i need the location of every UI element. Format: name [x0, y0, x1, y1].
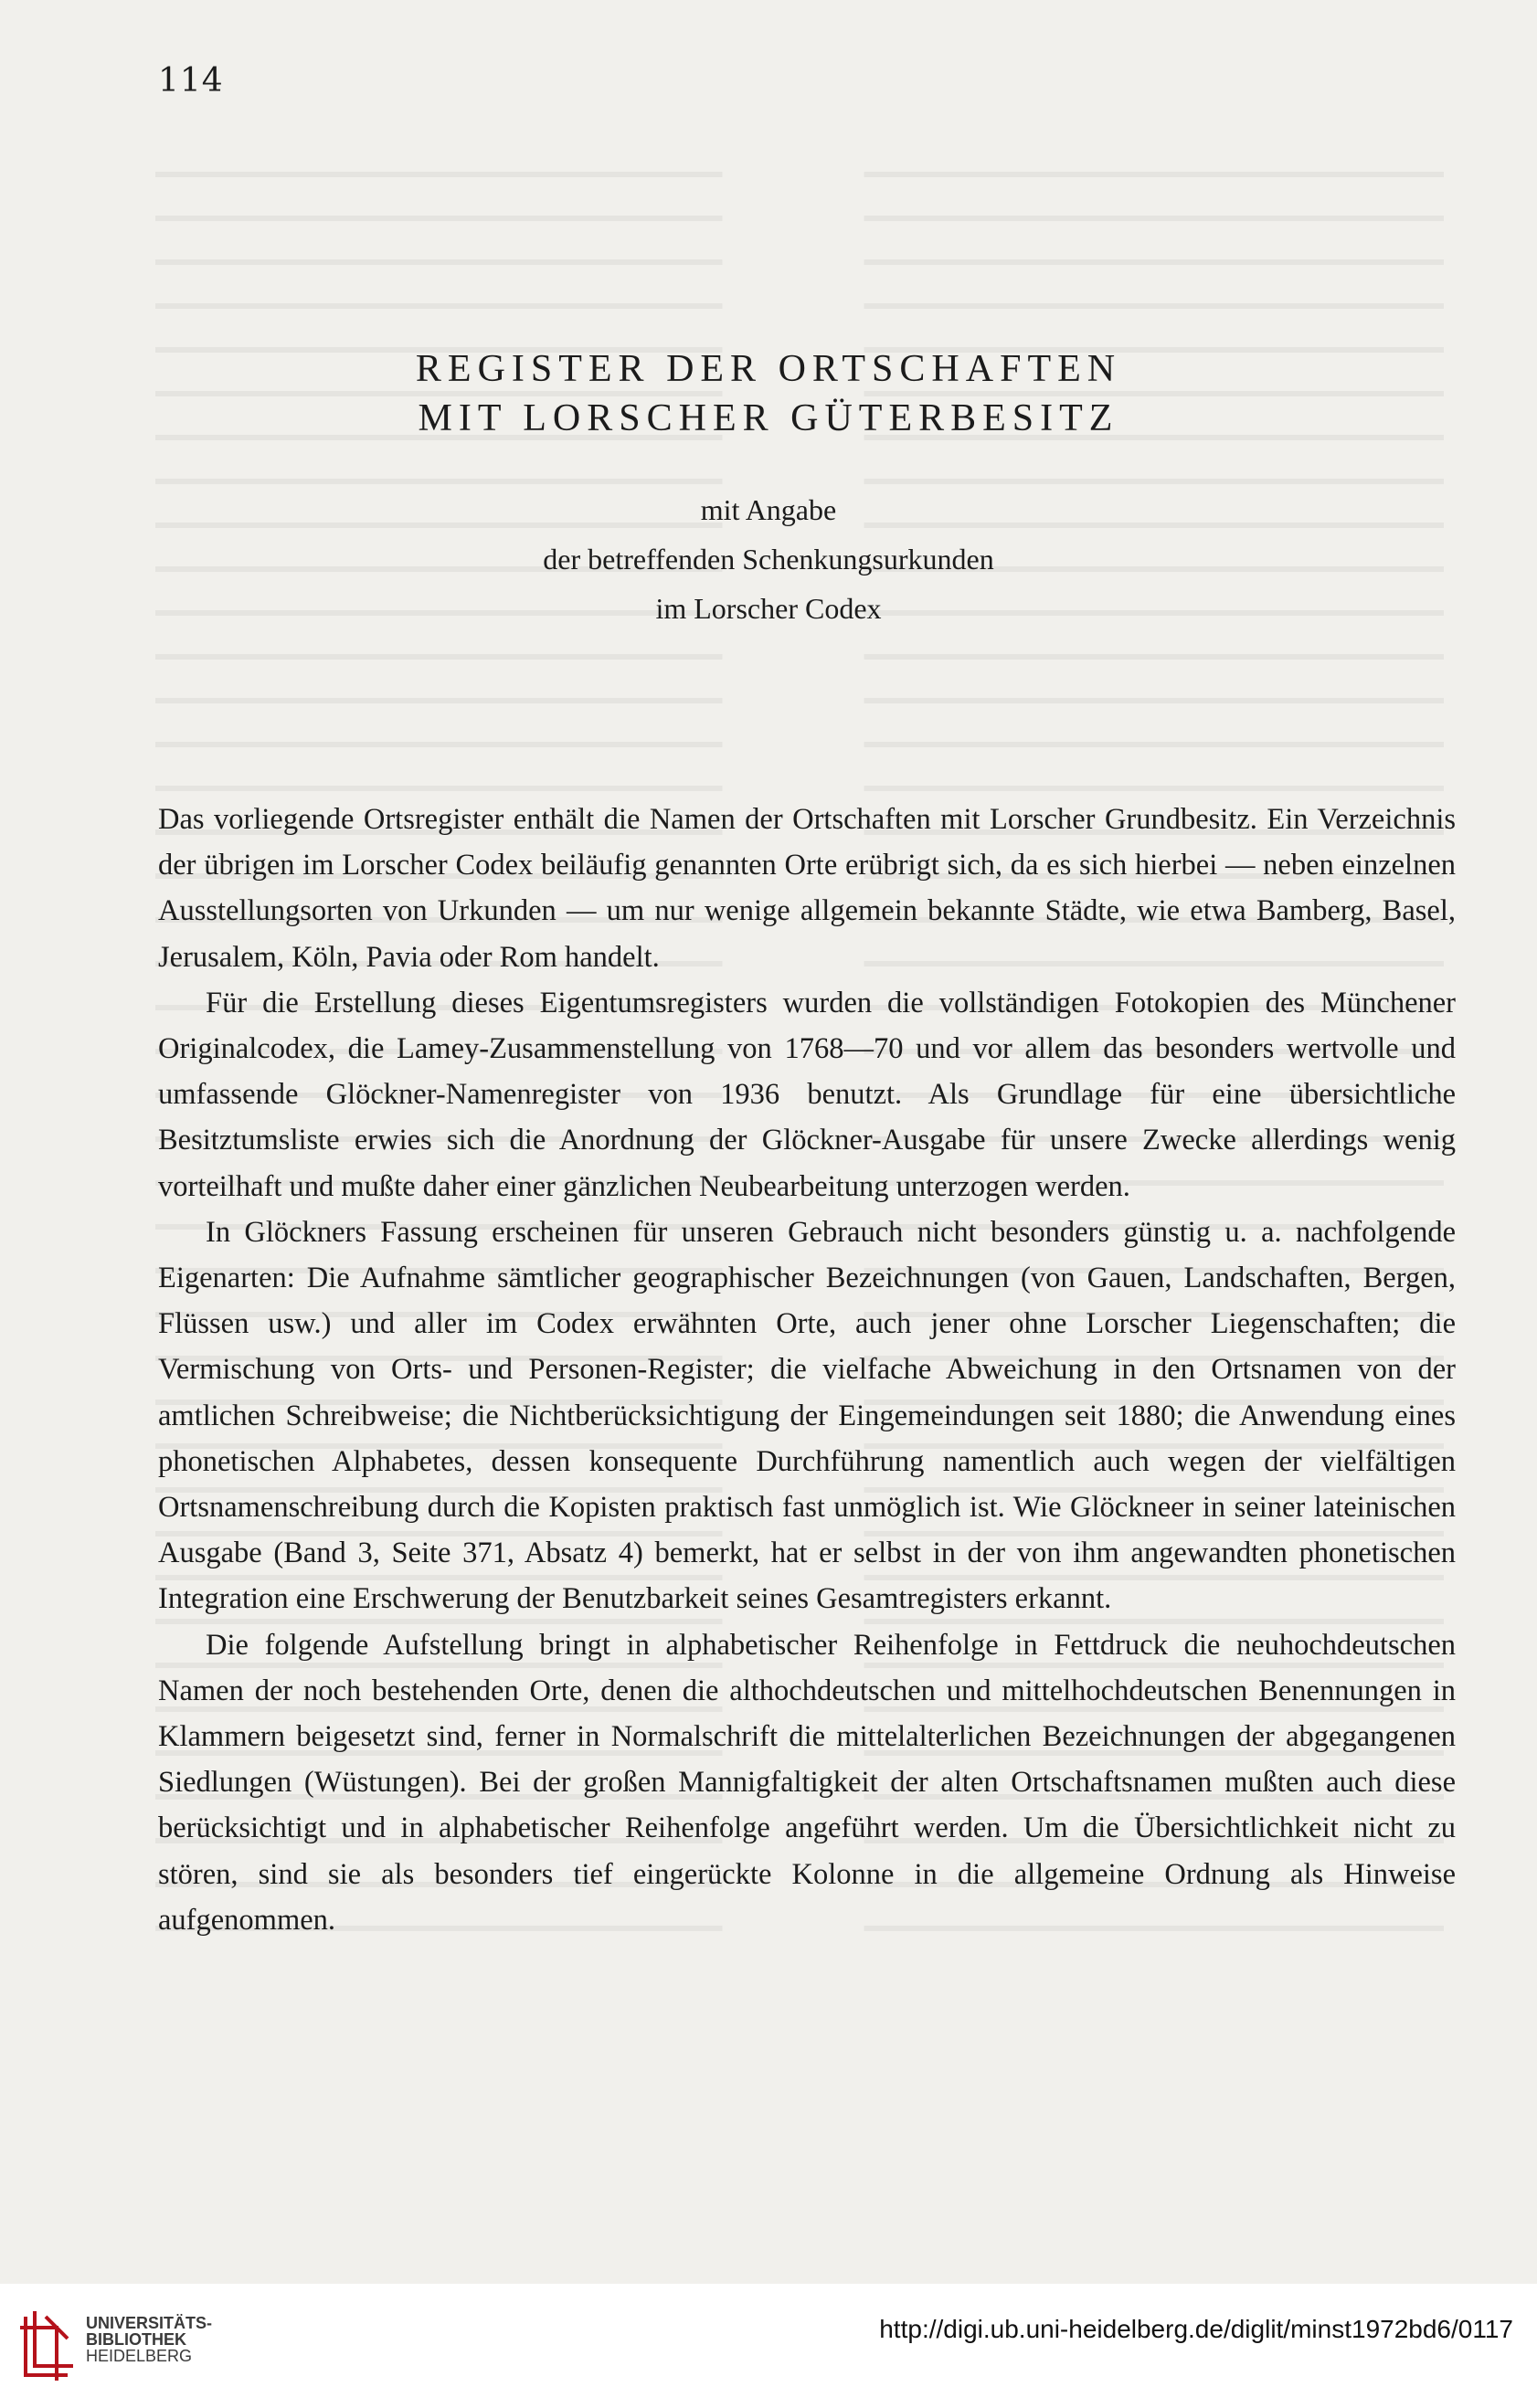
source-url-link[interactable]: http://digi.ub.uni-heidelberg.de/diglit/minst1972bd6/0117 — [879, 2315, 1513, 2343]
paragraph-2: Für die Erstellung dieses Eigentumsregisters wurden die vollständigen Fotokopien des Münchener Originalcodex, die Lamey-Zusammenstellung von 1768—70 und vor allem das besonders wertvolle und umfassende Glöckner-Namenregister von 1936 benutzt. Als Grundlage für eine übersichtliche Besitztumsliste erwies sich die Anordnung der Glöckner-Ausgabe für unsere Zwecke allerdings wenig vorteilhaft und mußte daher einer gänzlichen Neubearbeitung unterzogen werden. — [158, 986, 1456, 1203]
library-name-line-2: BIBLIOTHEK — [86, 2330, 186, 2349]
library-name — [86, 2315, 212, 2364]
paragraph-3: In Glöckners Fassung erscheinen für unseren Gebrauch nicht besonders günstig u. a. nachfolgende Eigenarten: Die Aufnahme sämtlicher geographischer Bezeichnungen (von Gauen, Landschaften, Bergen, Flüssen usw.) und aller im Codex erwähnten Orte, auch jener ohne Lorscher Liegenschaften; die Vermischung von Orts- und Personen-Register; die vielfache Abweichung in den Ortsnamen von der amtlichen Schreibweise; die Nichtberücksichtigung der Eingemeindungen seit 1880; die Anwendung eines phonetischen Alphabetes, dessen konsequente Durchführung namentlich auch wegen der vielfältigen Ortsnamenschreibung durch die Kopisten praktisch fast unmöglich ist. Wie Glöckneer in seiner lateinischen Ausgabe (Band 3, Seite 371, Absatz 4) bemerkt, hat er selbst in der von ihm angewandten phonetischen Integration eine Erschwerung der Benutzbarkeit seines Gesamtregisters erkannt. — [158, 1215, 1456, 1616]
subtitle-line-1: mit Angabe — [700, 493, 837, 526]
ub-heidelberg-logo-icon — [16, 2308, 77, 2384]
register-title-line-1: REGISTER DER ORTSCHAFTEN — [415, 348, 1122, 390]
body-text — [158, 797, 1456, 1943]
paragraph-1: Das vorliegende Ortsregister enthält die Namen der Ortschaften mit Lorscher Grundbesitz. Ein Verzeichnis der übrigen im Lorscher Codex beiläufig genannten Orte erübrigt sich, da es sich hierbei — neben einzelnen Ausstellungsorten von Urkunden — um nur wenige allgemein bekannte Städte, wie etwa Bamberg, Basel, Jerusalem, Köln, Pavia oder Rom handelt. — [158, 803, 1456, 974]
page-number: 114 — [158, 62, 224, 100]
subtitle-line-2: der betreffenden Schenkungsurkunden — [543, 543, 994, 576]
register-title-line-2: MIT LORSCHER GÜTERBESITZ — [418, 397, 1119, 439]
library-name-line-3: HEIDELBERG — [86, 2347, 193, 2365]
paragraph-4: Die folgende Aufstellung bringt in alphabetischer Reihenfolge in Fettdruck die neuhochdeutschen Namen der noch bestehenden Orte, denen die althochdeutschen und mittelhochdeutschen Benennungen in Klammern beigesetzt sind, ferner in Normalschrift die mittelalterlichen Bezeichnungen der abgegangenen Siedlungen (Wüstungen). Bei der großen Mannigfaltigkeit der alten Ortschaftsnamen mußten auch diese berücksichtigt und in alphabetischer Reihenfolge angeführt werden. Um die Übersichtlichkeit nicht zu stören, sind sie als besonders tief eingerückte Kolonne in die allgemeine Ordnung als Hinweise aufgenommen. — [158, 1628, 1456, 1937]
subtitle-line-3: im Lorscher Codex — [655, 592, 882, 625]
library-name-line-1: UNIVERSITÄTS- — [86, 2314, 213, 2332]
footer-bar — [0, 2284, 1537, 2408]
